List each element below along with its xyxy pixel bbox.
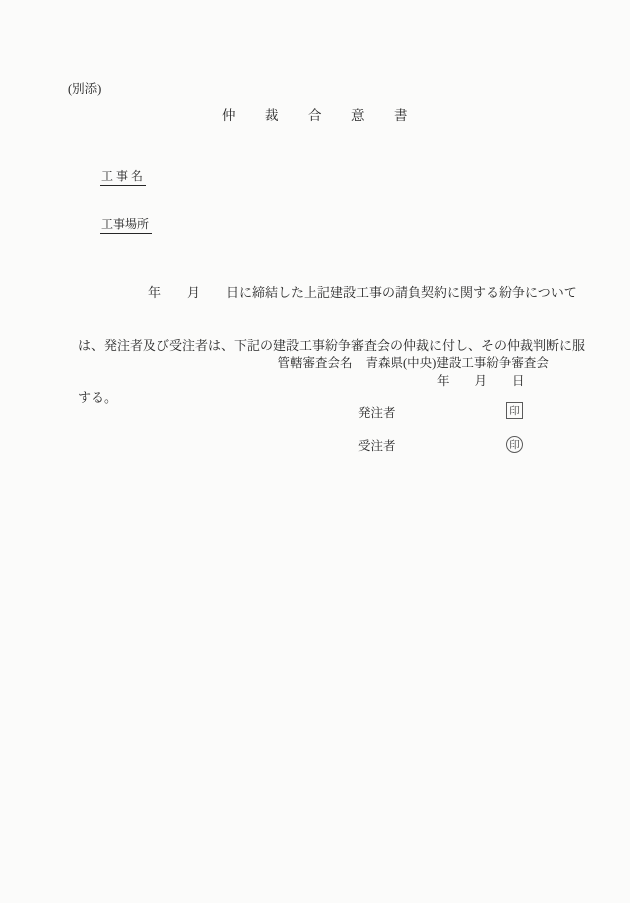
agreement-body-line-1: 年 月 日に締結した上記建設工事の請負契約に関する紛争について [148,285,577,300]
owner-seal-mark: 印 [506,402,523,419]
signature-date-line: 年 月 日 [437,374,525,388]
contractor-role-label: 受注者 [358,439,396,453]
attachment-label: (別添) [68,82,102,96]
agreement-body-line-2: は、発注者及び受注者は、下記の建設工事紛争審査会の仲裁に付し、その仲裁判断に服 [78,337,586,353]
document-title: 仲裁合意書 [222,108,437,123]
jurisdiction-board-label: 管轄審査会名 [277,356,353,370]
construction-name-label: 工 事 名 [100,169,146,186]
construction-site-label: 工事場所 [100,217,152,234]
owner-role-label: 発注者 [358,406,396,420]
contractor-seal-mark: 印 [506,436,523,453]
agreement-body-line-3: する。 [78,390,118,405]
construction-site-field [87,199,152,248]
jurisdiction-board-value: 青森県(中央)建設工事紛争審査会 [365,356,549,370]
construction-name-field [87,151,146,200]
